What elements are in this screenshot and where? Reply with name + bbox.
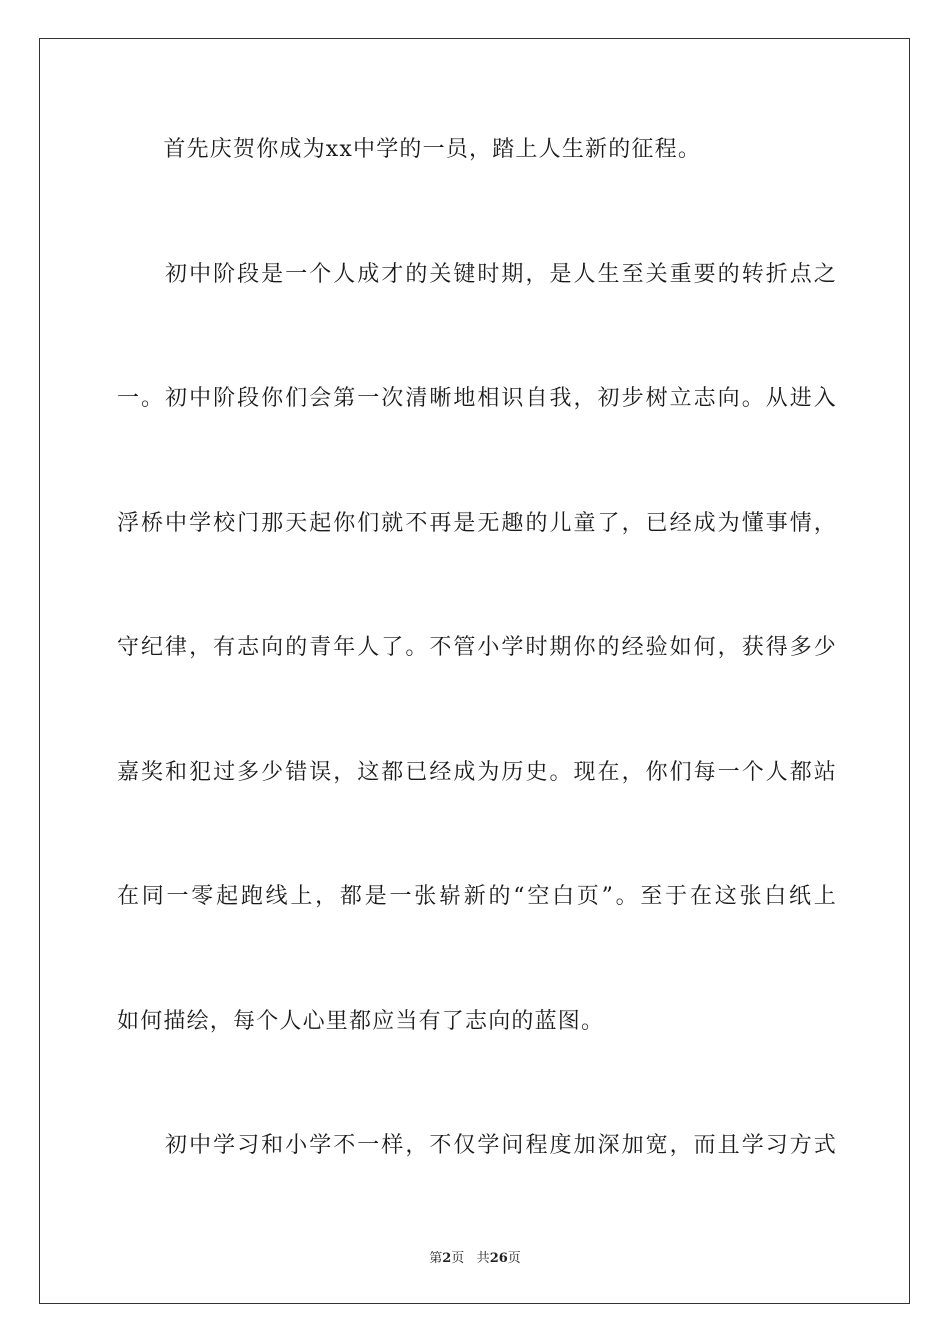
text-line-9: 初中学习和小学不一样，不仅学问程度加深加宽，而且学习方式 (117, 1133, 837, 1158)
page-number: 2 (442, 1251, 452, 1266)
page-footer (0, 1247, 950, 1266)
total-pages: 26 (489, 1251, 508, 1266)
text-line-5: 守纪律，有志向的青年人了。不管小学时期你的经验如何，获得多少 (117, 635, 837, 660)
text-line-8: 如何描绘，每个人心里都应当有了志向的蓝图。 (117, 1009, 605, 1034)
text-line-3: 一。初中阶段你们会第一次清晰地相识自我，初步树立志向。从进入 (117, 386, 837, 411)
text-line-4: 浮桥中学校门那天起你们就不再是无趣的儿童了，已经成为懂事情， (117, 511, 837, 536)
page-suffix: 页 (451, 1251, 465, 1266)
total-prefix: 共 (476, 1251, 490, 1266)
page-prefix: 第 (429, 1251, 443, 1266)
page-border (39, 38, 910, 1304)
text-line-2: 初中阶段是一个人成才的关键时期，是人生至关重要的转折点之 (117, 262, 837, 287)
text-line-7: 在同一零起跑线上，都是一张崭新的“空白页”。至于在这张白纸上 (117, 884, 837, 909)
total-suffix: 页 (507, 1251, 521, 1266)
text-line-6: 嘉奖和犯过多少错误，这都已经成为历史。现在，你们每一个人都站 (117, 760, 837, 785)
text-line-1: 首先庆贺你成为xx中学的一员，踏上人生新的征程。 (117, 137, 702, 162)
